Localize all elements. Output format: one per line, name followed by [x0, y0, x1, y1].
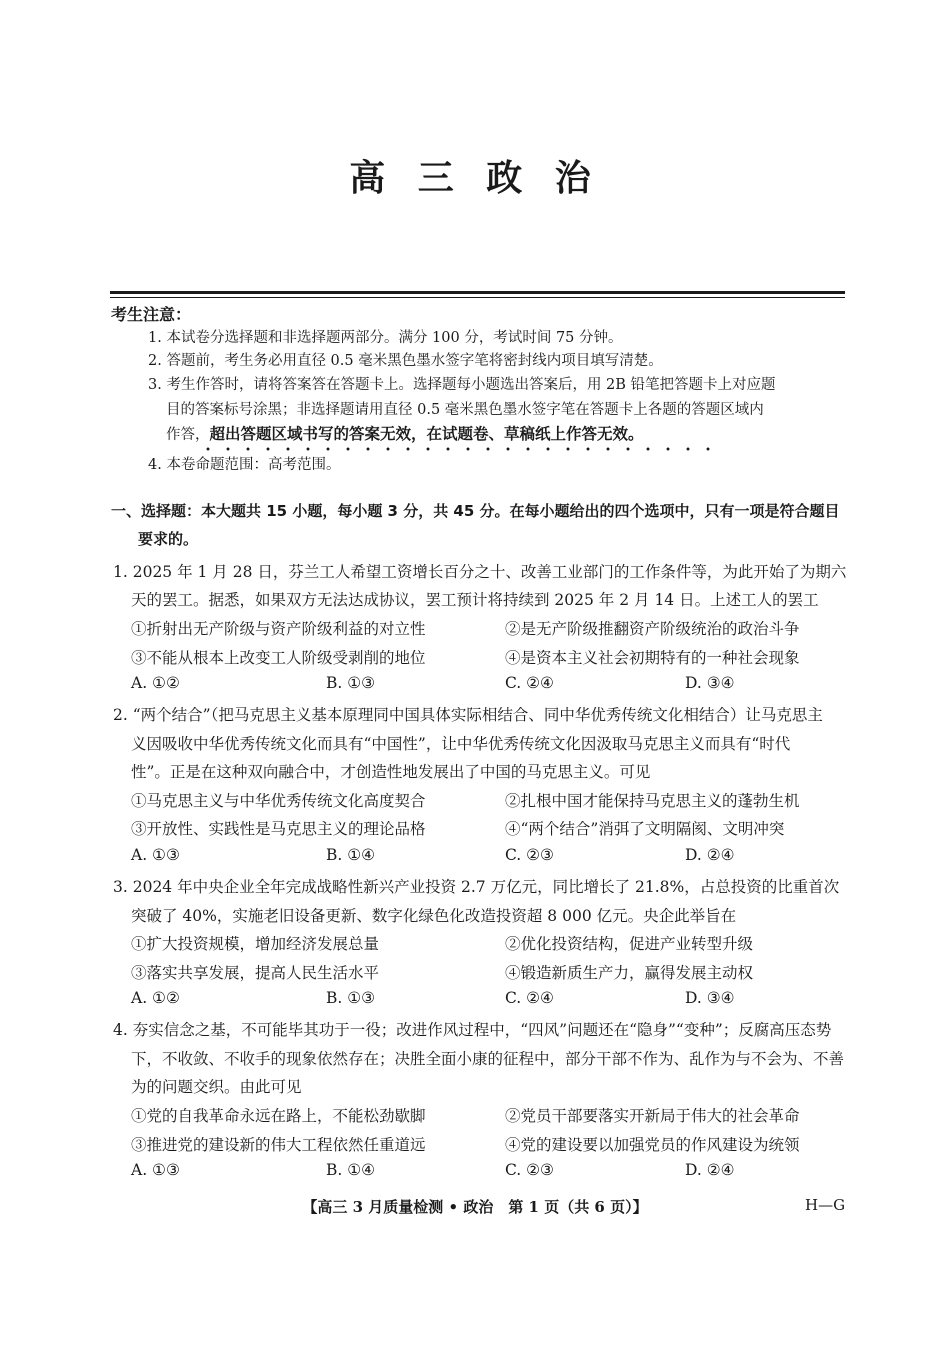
question-4-choice-b: B. ①④ [326, 1161, 376, 1179]
notice-heading: 考生注意： [111, 305, 192, 324]
question-4-option-3: ③推进党的建设新的伟大工程依然任重道远 [131, 1136, 426, 1154]
question-4-line-1: 4. 夯实信念之基，不可能毕其功于一役；改进作风过程中，“四风”问题还在“隐身”“变种”；反腐高压态势 [113, 1021, 832, 1039]
question-1-option-1: ①折射出无产阶级与资产阶级利益的对立性 [131, 620, 426, 638]
question-4-choice-a: A. ①③ [131, 1161, 180, 1179]
question-1-choice-c: C. ②④ [505, 674, 554, 692]
question-2-line-3: 性”。正是在这种双向融合中，才创造性地发展出了中国的马克思主义。可见 [131, 763, 651, 781]
page-footer: 【高三 3 月质量检测 • 政治 第 1 页（共 6 页）】 [302, 1198, 648, 1216]
question-3-choice-c: C. ②④ [505, 989, 554, 1007]
question-3-line-2: 突破了 40%，实施老旧设备更新、数字化绿色化改造投资超 8 000 亿元。央企此举旨在 [131, 907, 737, 925]
question-2-choice-c: C. ②③ [505, 846, 554, 864]
question-1-line-1: 1. 2025 年 1 月 28 日，芬兰工人希望工资增长百分之十、改善工业部门的工作条件等，为此开始了为期六 [113, 563, 847, 581]
section-heading-line-1: 一、选择题：本大题共 15 小题，每小题 3 分，共 45 分。在每小题给出的四个选项中，只有一项是符合题目 [111, 502, 840, 520]
question-1-choice-d: D. ③④ [685, 674, 735, 692]
notice-item-4: 4. 本卷命题范围：高考范围。 [148, 457, 341, 473]
notice-item-1: 1. 本试卷分选择题和非选择题两部分。满分 100 分，考试时间 75 分钟。 [148, 330, 623, 346]
question-4-choice-d: D. ②④ [685, 1161, 735, 1179]
question-3-choice-a: A. ①② [131, 989, 180, 1007]
question-2-line-2: 义因吸收中华优秀传统文化而具有“中国性”，让中华优秀传统文化因汲取马克思主义而具有“时代 [131, 735, 791, 753]
divider-thick [110, 291, 845, 294]
notice-item-3-line-1: 3. 考生作答时，请将答案答在答题卡上。选择题每小题选出答案后，用 2B 铅笔把答题卡上对应题 [148, 377, 776, 393]
question-1-line-2: 天的罢工。据悉，如果双方无法达成协议，罢工预计将持续到 2025 年 2 月 14 日。上述工人的罢工 [131, 591, 819, 609]
question-3-option-2: ②优化投资结构，促进产业转型升级 [505, 935, 754, 953]
question-2-option-1: ①马克思主义与中华优秀传统文化高度契合 [131, 792, 426, 810]
question-2-option-4: ④“两个结合”消弭了文明隔阂、文明冲突 [505, 820, 785, 838]
question-1-option-3: ③不能从根本上改变工人阶级受剥削的地位 [131, 649, 426, 667]
question-4-choice-c: C. ②③ [505, 1161, 554, 1179]
question-2-choice-d: D. ②④ [685, 846, 735, 864]
question-3-line-1: 3. 2024 年中央企业全年完成战略性新兴产业投资 2.7 万亿元，同比增长了 21.8%，占总投资的比重首次 [113, 878, 840, 896]
page-title: 高 三 政 治 [349, 157, 601, 199]
notice-item-3-line-3 [166, 424, 644, 445]
question-4-line-3: 为的问题交织。由此可见 [131, 1078, 302, 1096]
question-1-choice-b: B. ①③ [326, 674, 376, 692]
question-3-choice-b: B. ①③ [326, 989, 376, 1007]
question-1-option-4: ④是资本主义社会初期特有的一种社会现象 [505, 649, 800, 667]
question-2-line-1: 2. “两个结合”（把马克思主义基本原理同中国具体实际相结合、同中华优秀传统文化相结合）让马克思主 [113, 706, 823, 724]
question-1-choice-a: A. ①② [131, 674, 180, 692]
paper-code: H—G [805, 1196, 846, 1214]
divider-thin [110, 297, 845, 298]
question-3-choice-d: D. ③④ [685, 989, 735, 1007]
question-3-option-4: ④锻造新质生产力，赢得发展主动权 [505, 964, 754, 982]
question-1-option-2: ②是无产阶级推翻资产阶级统治的政治斗争 [505, 620, 800, 638]
notice-item-3-prefix: 作答， [166, 427, 210, 443]
question-2-choice-a: A. ①③ [131, 846, 180, 864]
question-4-option-1: ①党的自我革命永远在路上，不能松劲歇脚 [131, 1107, 426, 1125]
question-2-choice-b: B. ①④ [326, 846, 376, 864]
question-3-option-1: ①扩大投资规模，增加经济发展总量 [131, 935, 380, 953]
question-4-line-2: 下，不收敛、不收手的现象依然存在；决胜全面小康的征程中，部分干部不作为、乱作为与不会为、不善 [131, 1050, 845, 1068]
question-3-option-3: ③落实共享发展，提高人民生活水平 [131, 964, 380, 982]
emphasis-dots [198, 447, 713, 451]
question-4-option-4: ④党的建设要以加强党员的作风建设为统领 [505, 1136, 800, 1154]
notice-emphasis: 超出答题区域书写的答案无效，在试题卷、草稿纸上作答无效。 [209, 425, 644, 443]
section-heading-line-2: 要求的。 [138, 530, 199, 548]
question-2-option-2: ②扎根中国才能保持马克思主义的蓬勃生机 [505, 792, 800, 810]
question-4-option-2: ②党员干部要落实开新局于伟大的社会革命 [505, 1107, 800, 1125]
question-2-option-3: ③开放性、实践性是马克思主义的理论品格 [131, 820, 426, 838]
notice-item-3-line-2: 目的答案标号涂黑；非选择题请用直径 0.5 毫米黑色墨水签字笔在答题卡上各题的答题区域内 [166, 402, 764, 418]
notice-item-2: 2. 答题前，考生务必用直径 0.5 毫米黑色墨水签字笔将密封线内项目填写清楚。 [148, 353, 663, 369]
